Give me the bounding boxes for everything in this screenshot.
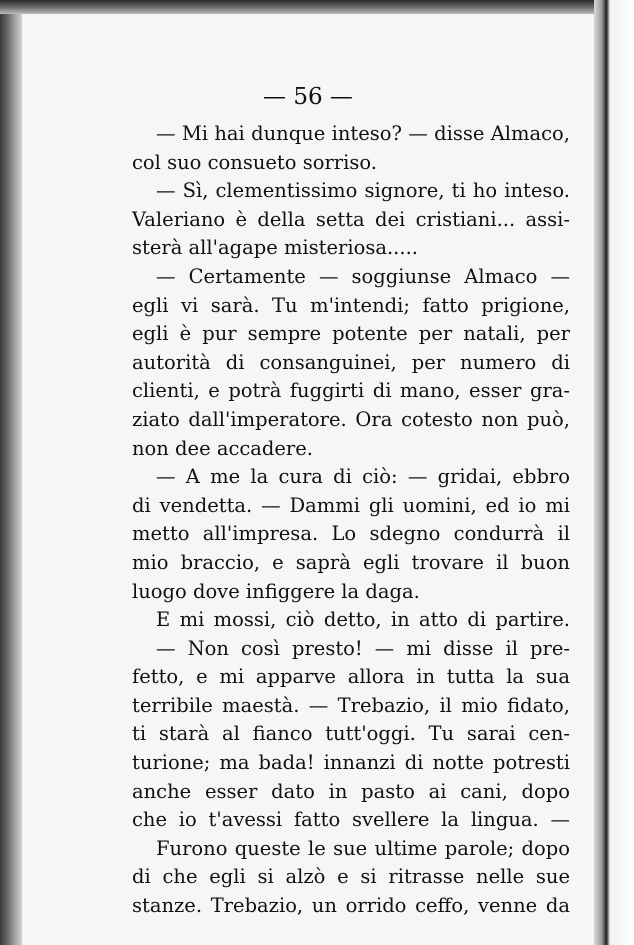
text-line: metto all'impresa. Lo sdegno condurrà il xyxy=(132,522,570,546)
text-line: non dee accadere. xyxy=(132,436,313,460)
text-line: egli vi sarà. Tu m'intendi; fatto prigione, xyxy=(132,293,570,317)
text-line: che io t'avessi fatto svellere la lingua. — xyxy=(132,808,570,832)
text-line: Furono queste le sue ultime parole; dopo xyxy=(156,836,570,860)
text-line: ti starà al fianco tutt'oggi. Tu sarai cen- xyxy=(132,722,570,746)
body-text xyxy=(132,120,570,921)
text-line: Valeriano è della setta dei cristiani... assi- xyxy=(132,207,570,231)
book-spine-shadow xyxy=(0,0,22,945)
text-line: fetto, e mi apparve allora in tutta la sua xyxy=(132,665,570,689)
text-line: — Sì, clementissimo signore, ti ho inteso. xyxy=(156,179,570,203)
text-line: terribile maestà. — Trebazio, il mio fidato, xyxy=(132,693,570,717)
text-line: col suo consueto sorriso. xyxy=(132,150,377,174)
text-line: E mi mossi, ciò detto, in atto di partire. xyxy=(156,608,570,632)
text-line: autorità di consanguinei, per numero di xyxy=(132,350,570,374)
page-sheet xyxy=(22,14,594,945)
text-line: anche esser dato in pasto ai cani, dopo xyxy=(132,779,570,803)
text-line: — Mi hai dunque inteso? — disse Almaco, xyxy=(156,122,570,145)
text-line: stanze. Trebazio, un orrido ceffo, venne da xyxy=(132,894,570,918)
right-edge-shadow xyxy=(594,0,634,945)
text-line: luogo dove infiggere la daga. xyxy=(132,579,420,603)
text-line: — A me la cura di ciò: — gridai, ebbro xyxy=(156,465,570,489)
text-line: mio braccio, e saprà egli trovare il buon xyxy=(132,550,570,574)
text-line: di che egli si alzò e si ritrasse nelle sue xyxy=(132,865,570,889)
top-edge-shadow xyxy=(0,0,634,14)
page-number: — 56 — xyxy=(263,84,353,110)
text-line: — Certamente — soggiunse Almaco — xyxy=(156,264,570,288)
text-line: turione; ma bada! innanzi di notte potresti xyxy=(132,751,570,775)
text-line: di vendetta. — Dammi gli uomini, ed io mi xyxy=(132,493,570,517)
text-line: sterà all'agape misteriosa..... xyxy=(132,236,418,260)
text-line: egli è pur sempre potente per natali, per xyxy=(132,322,570,346)
text-line: — Non così presto! — mi disse il pre- xyxy=(156,636,570,660)
text-line: ziato dall'imperatore. Ora cotesto non può, xyxy=(132,407,570,431)
text-line: clienti, e potrà fuggirti di mano, esser gra- xyxy=(132,379,570,403)
